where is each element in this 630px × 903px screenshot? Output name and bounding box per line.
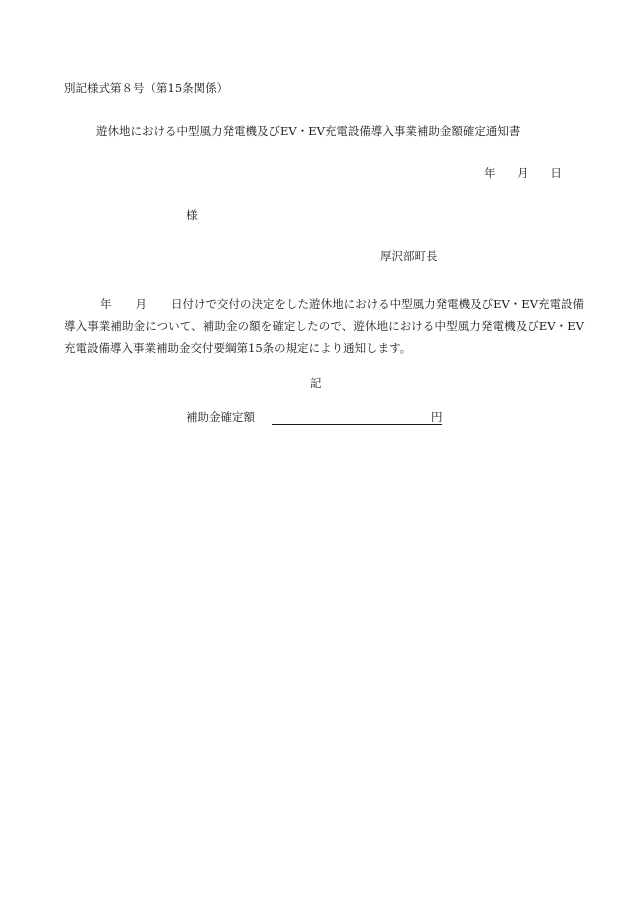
addressee-suffix: 様 xyxy=(186,208,198,222)
document-title: 遊休地における中型風力発電機及びEV・EV充電設備導入事業補助金額確定通知書 xyxy=(96,124,521,138)
form-number: 別記様式第８号（第15条関係） xyxy=(64,81,229,95)
date-line xyxy=(484,168,562,180)
amount-unit: 円 xyxy=(431,410,443,424)
body-text: 日付けで交付の決定をした遊休地における中型風力発電機及びEV・EV充電設備導入事業補助金について、補助金の額を確定したので、遊休地における中型風力発電機及びEV・EV充電設備導入事業補助金交付要綱第15条の規定により通知します。 xyxy=(64,297,585,355)
date-year-label: 年 xyxy=(484,166,496,180)
sender-name: 厚沢部町長 xyxy=(380,249,438,263)
date-month-label: 月 xyxy=(517,166,529,180)
body-paragraph xyxy=(64,293,584,359)
amount-label: 補助金確定額 xyxy=(186,410,255,424)
date-day-label: 日 xyxy=(550,166,562,180)
body-year-label: 年 xyxy=(100,297,112,311)
amount-blank-line xyxy=(272,424,442,425)
body-month-label: 月 xyxy=(135,297,148,311)
ki-heading: 記 xyxy=(310,376,322,390)
